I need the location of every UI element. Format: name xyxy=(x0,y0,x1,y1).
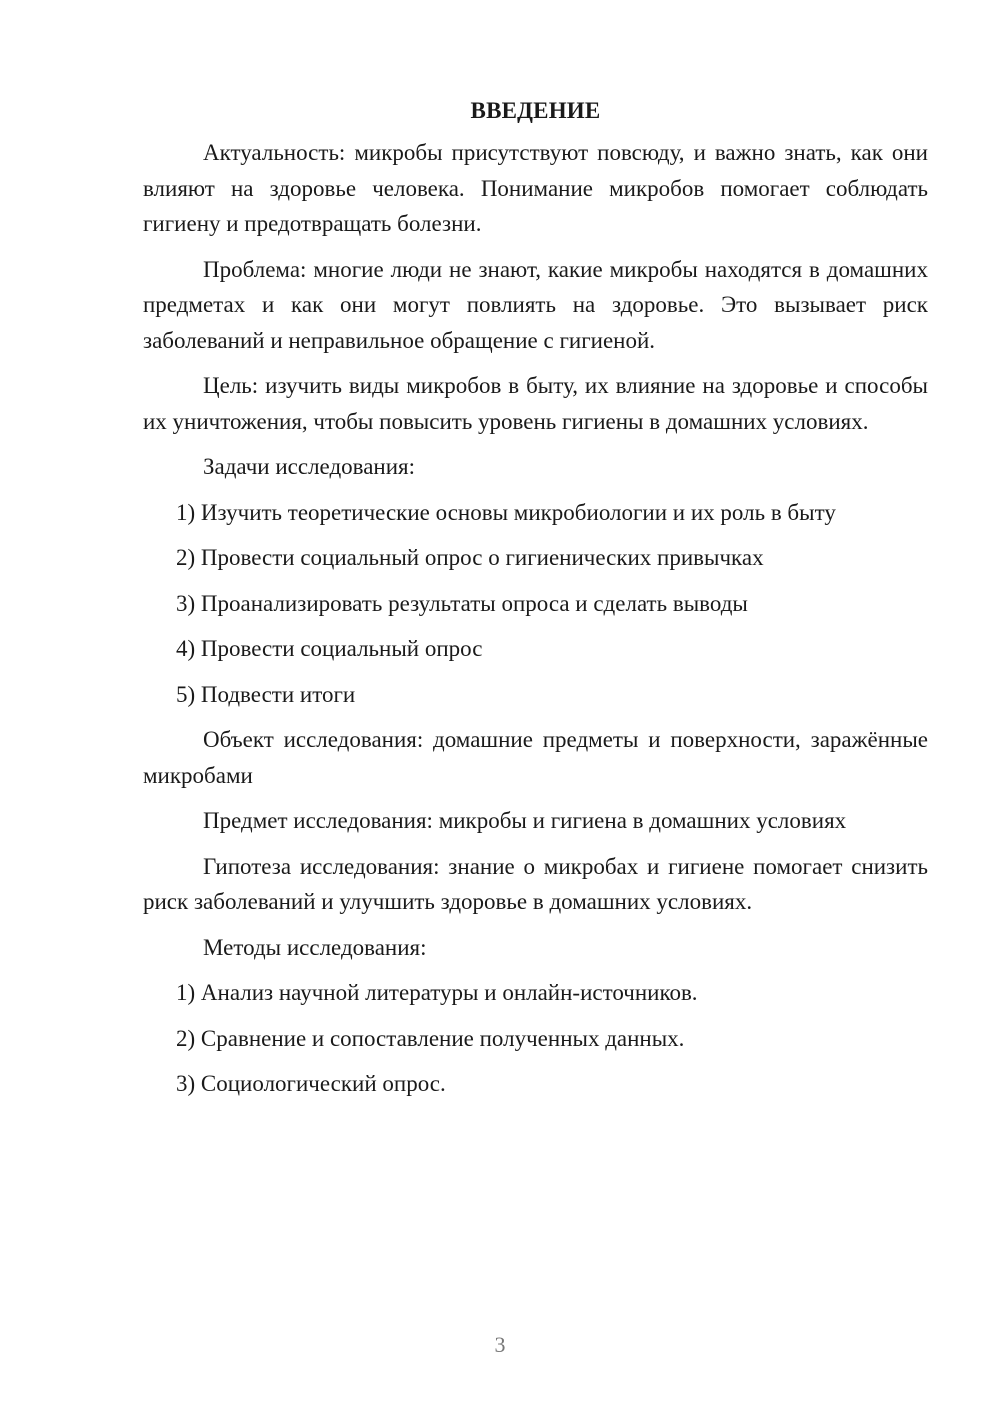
problem-paragraph: Проблема: многие люди не знают, какие микробы находятся в домашних предметах и как они могут повлиять на здоровье. Это вызывает риск заболеваний и неправильное обращение с гигиеной. xyxy=(143,256,928,353)
method-item-3: 3) Социологический опрос. xyxy=(176,1071,446,1096)
method-item-1: 1) Анализ научной литературы и онлайн-источников. xyxy=(176,980,698,1005)
relevance-paragraph: Актуальность: микробы присутствуют повсюду, и важно знать, как они влияют на здоровье человека. Понимание микробов помогает соблюдать гигиену и предотвращать болезни. xyxy=(143,140,928,236)
methods-label: Методы исследования: xyxy=(203,934,427,960)
subject-paragraph: Предмет исследования: микробы и гигиена в домашних условиях xyxy=(203,808,847,833)
object-paragraph: Объект исследования: домашние предметы и поверхности, заражённые микробами xyxy=(143,727,928,788)
section-heading: ВВЕДЕНИЕ xyxy=(470,98,601,123)
task-item-5: 5) Подвести итоги xyxy=(176,681,356,707)
page-number: 3 xyxy=(494,1332,506,1357)
goal-paragraph: Цель: изучить виды микробов в быту, их влияние на здоровье и способы их уничтожения, чтобы повысить уровень гигиены в домашних условиях. xyxy=(143,373,928,434)
hypothesis-paragraph: Гипотеза исследования: знание о микробах и гигиене помогает снизить риск заболеваний и улучшить здоровье в домашних условиях. xyxy=(143,853,928,914)
method-item-2: 2) Сравнение и сопоставление полученных данных. xyxy=(176,1025,685,1051)
tasks-list xyxy=(143,495,928,713)
task-item-3: 3) Проанализировать результаты опроса и сделать выводы xyxy=(176,590,748,616)
tasks-label: Задачи исследования: xyxy=(203,454,416,479)
document-page xyxy=(143,94,928,1112)
task-item-4: 4) Провести социальный опрос xyxy=(176,636,483,661)
task-item-1: 1) Изучить теоретические основы микробиологии и их роль в быту xyxy=(176,499,836,525)
methods-list xyxy=(143,975,928,1102)
task-item-2: 2) Провести социальный опрос о гигиенических привычках xyxy=(176,545,764,570)
